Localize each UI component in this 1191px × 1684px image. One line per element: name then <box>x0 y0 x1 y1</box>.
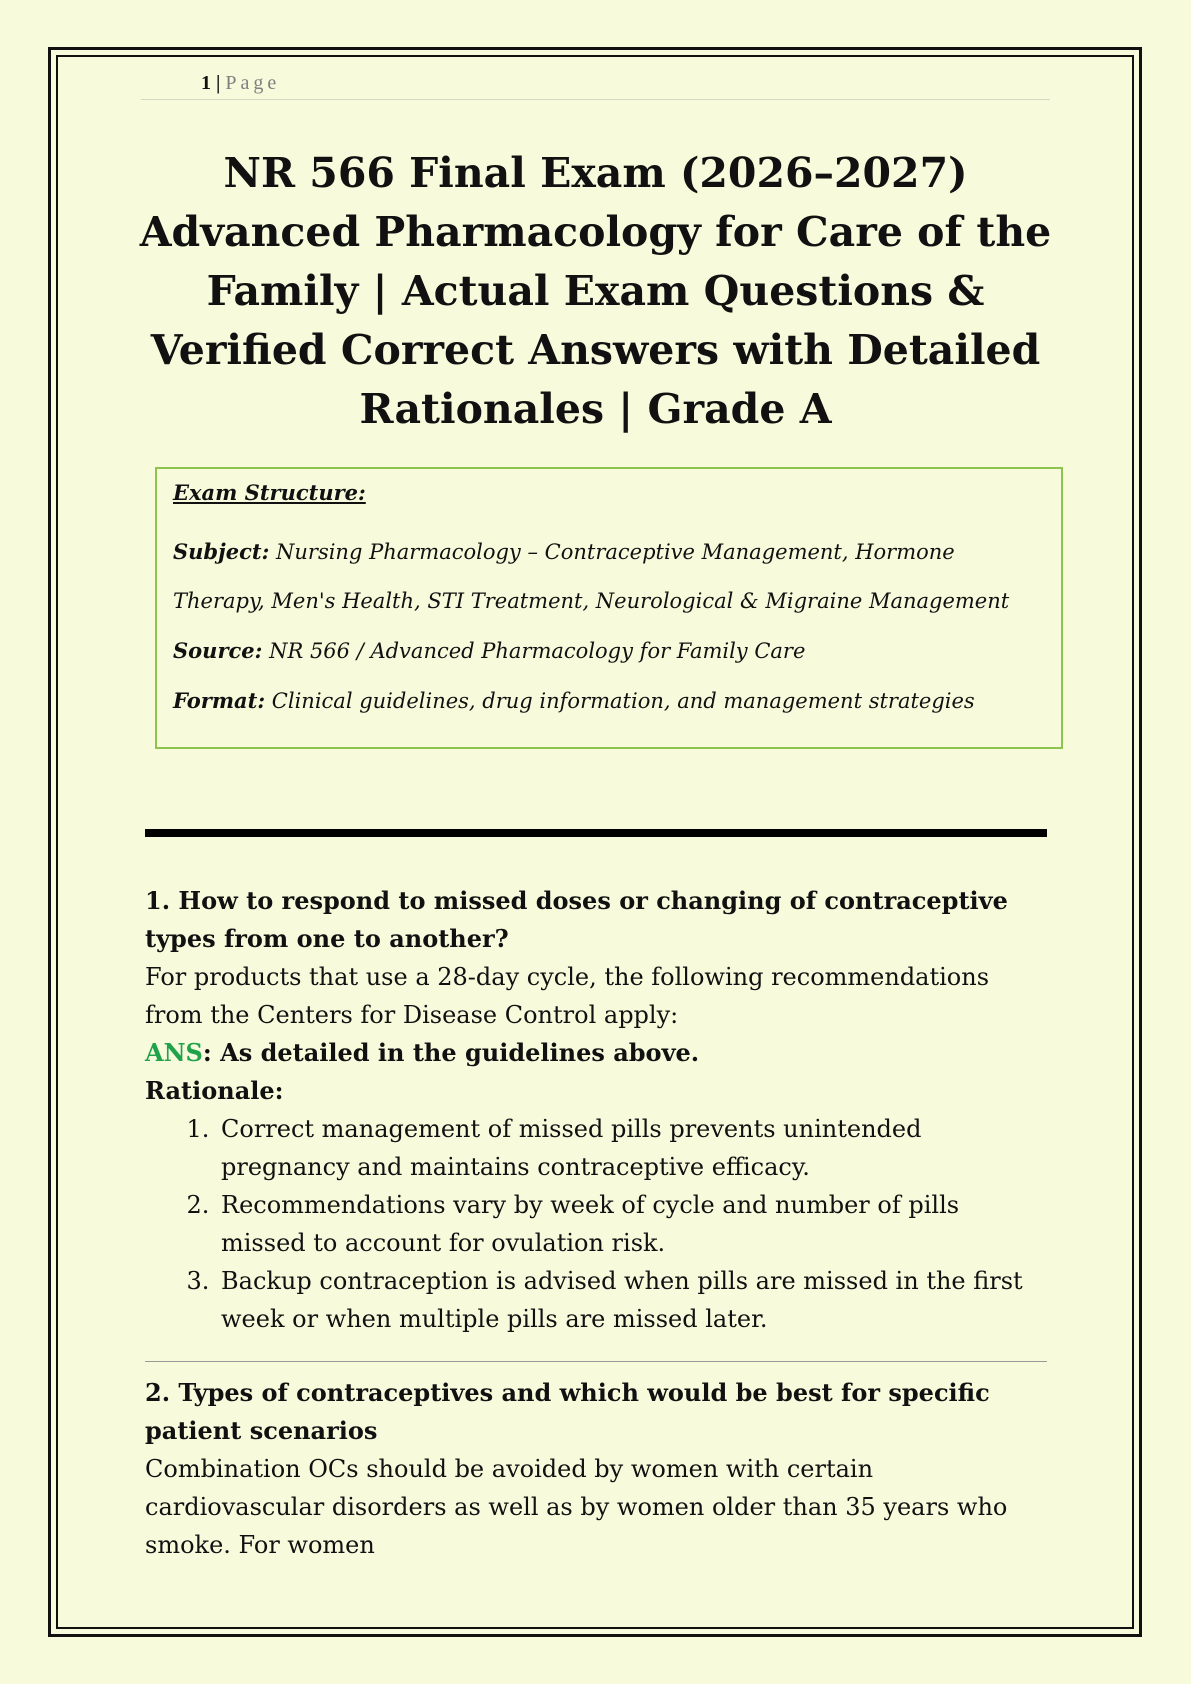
subject-value: Nursing Pharmacology – Contraceptive Management, Hormone Therapy, Men's Health, STI Treatment, Neurological & Migraine Management <box>173 540 1010 613</box>
exam-format <box>173 676 1045 726</box>
question-title: 1. How to respond to missed doses or changing of contraceptive types from one to another? <box>145 886 1008 953</box>
answer-label: ANS <box>145 1038 203 1067</box>
questions-content <box>145 882 1047 1564</box>
rationale-list <box>145 1110 1047 1338</box>
source-value: NR 566 / Advanced Pharmacology for Family Care <box>262 639 806 663</box>
question-divider <box>145 1361 1047 1362</box>
section-divider <box>145 829 1047 837</box>
page-number: 1 <box>201 72 211 94</box>
exam-subject <box>173 527 1045 626</box>
format-value: Clinical guidelines, drug information, and management strategies <box>265 689 975 713</box>
answer-text: : As detailed in the guidelines above. <box>202 1038 700 1067</box>
page-separator: | <box>216 72 221 94</box>
format-label: Format: <box>173 688 266 713</box>
question-title: 2. Types of contraceptives and which would be best for specific patient scenarios <box>145 1378 990 1445</box>
rationale-label: Rationale: <box>145 1076 284 1105</box>
rationale-item: 3. Backup contraception is advised when pills are missed in the first week or when multiple pills are missed later. <box>217 1262 1047 1338</box>
page-header <box>141 72 1050 100</box>
exam-structure-box <box>155 467 1063 749</box>
question-2 <box>145 1374 1047 1564</box>
exam-structure-heading: Exam Structure: <box>173 480 366 505</box>
rationale-item: 2. Recommendations vary by week of cycle and number of pills missed to account for ovulation risk. <box>217 1186 1047 1262</box>
subject-label: Subject: <box>173 539 270 564</box>
document-title: NR 566 Final Exam (2026–2027) Advanced Pharmacology for Care of the Family | Actual Exam Questions & Verified Correct Answers with Detailed Rationales | Grade A <box>139 149 1052 433</box>
rationale-item: 1. Correct management of missed pills prevents unintended pregnancy and maintains contraceptive efficacy. <box>217 1110 1047 1186</box>
question-body: For products that use a 28-day cycle, the following recommendations from the Centers for Disease Control apply: <box>145 963 990 1029</box>
source-label: Source: <box>173 638 263 663</box>
question-body: Combination OCs should be avoided by women with certain cardiovascular disorders as well as by women older than 35 years who smoke. For women <box>145 1455 1008 1559</box>
page-word: Page <box>225 72 281 94</box>
answer-line <box>145 1034 1047 1072</box>
question-1 <box>145 882 1047 1338</box>
exam-source <box>173 626 1045 676</box>
